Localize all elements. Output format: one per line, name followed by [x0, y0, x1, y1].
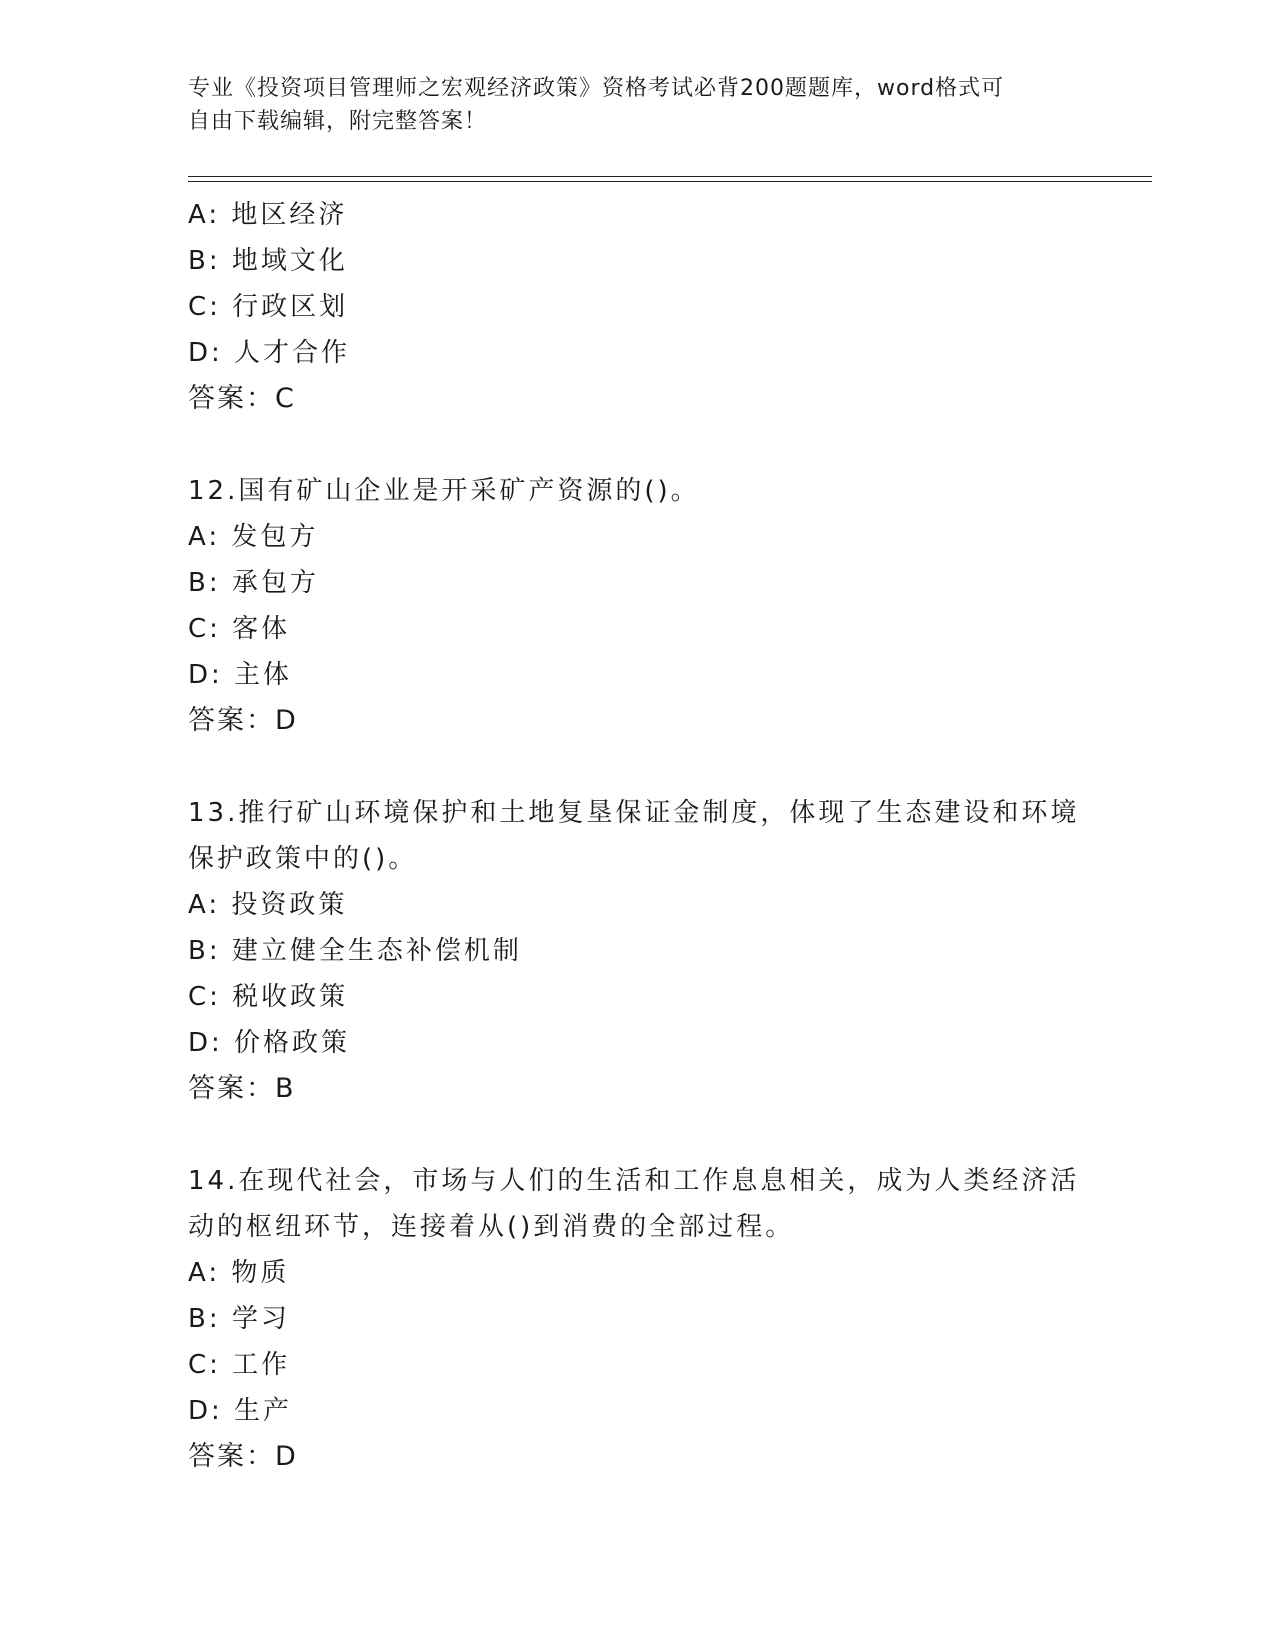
option-d: D: 生产	[188, 1396, 293, 1426]
option-c: C: 工作	[188, 1350, 291, 1380]
option-a: A: 地区经济	[188, 200, 348, 230]
option-a: A: 物质	[188, 1258, 290, 1288]
question-block-11	[188, 192, 1088, 422]
block-spacer	[188, 1112, 1088, 1158]
option-d: D: 价格政策	[188, 1028, 351, 1058]
question-text: 13.推行矿山环境保护和土地复垦保证金制度，体现了生态建设和环境保护政策中的()。	[188, 798, 1080, 874]
answer-line: 答案：D	[188, 705, 298, 736]
option-c: C: 税收政策	[188, 982, 349, 1012]
answer-line: 答案：D	[188, 1441, 298, 1472]
question-text: 12.国有矿山企业是开采矿产资源的()。	[188, 476, 700, 506]
header-rule-bottom	[188, 181, 1152, 182]
block-spacer	[188, 744, 1088, 790]
option-b: B: 学习	[188, 1304, 290, 1334]
option-d: D: 主体	[188, 660, 293, 690]
option-c: C: 行政区划	[188, 292, 349, 322]
header-title-line-2: 自由下载编辑，附完整答案！	[188, 109, 488, 134]
option-b: B: 承包方	[188, 568, 319, 598]
header-title-line-1: 专业《投资项目管理师之宏观经济政策》资格考试必背200题题库，word格式可	[188, 76, 1005, 101]
option-d: D: 人才合作	[188, 338, 351, 368]
question-block-13	[188, 790, 1088, 1112]
option-a: A: 发包方	[188, 522, 319, 552]
question-list	[188, 192, 1088, 1480]
answer-line: 答案：B	[188, 1073, 296, 1104]
question-block-12	[188, 468, 1088, 744]
question-text: 14.在现代社会，市场与人们的生活和工作息息相关，成为人类经济活动的枢纽环节，连接着从()到消费的全部过程。	[188, 1166, 1080, 1242]
question-block-14	[188, 1158, 1088, 1480]
option-c: C: 客体	[188, 614, 291, 644]
block-spacer	[188, 422, 1088, 468]
option-a: A: 投资政策	[188, 890, 348, 920]
answer-line: 答案：C	[188, 383, 296, 414]
document-header	[188, 72, 1068, 138]
option-b: B: 地域文化	[188, 246, 348, 276]
option-b: B: 建立健全生态补偿机制	[188, 936, 522, 966]
header-rule-top	[188, 176, 1152, 177]
